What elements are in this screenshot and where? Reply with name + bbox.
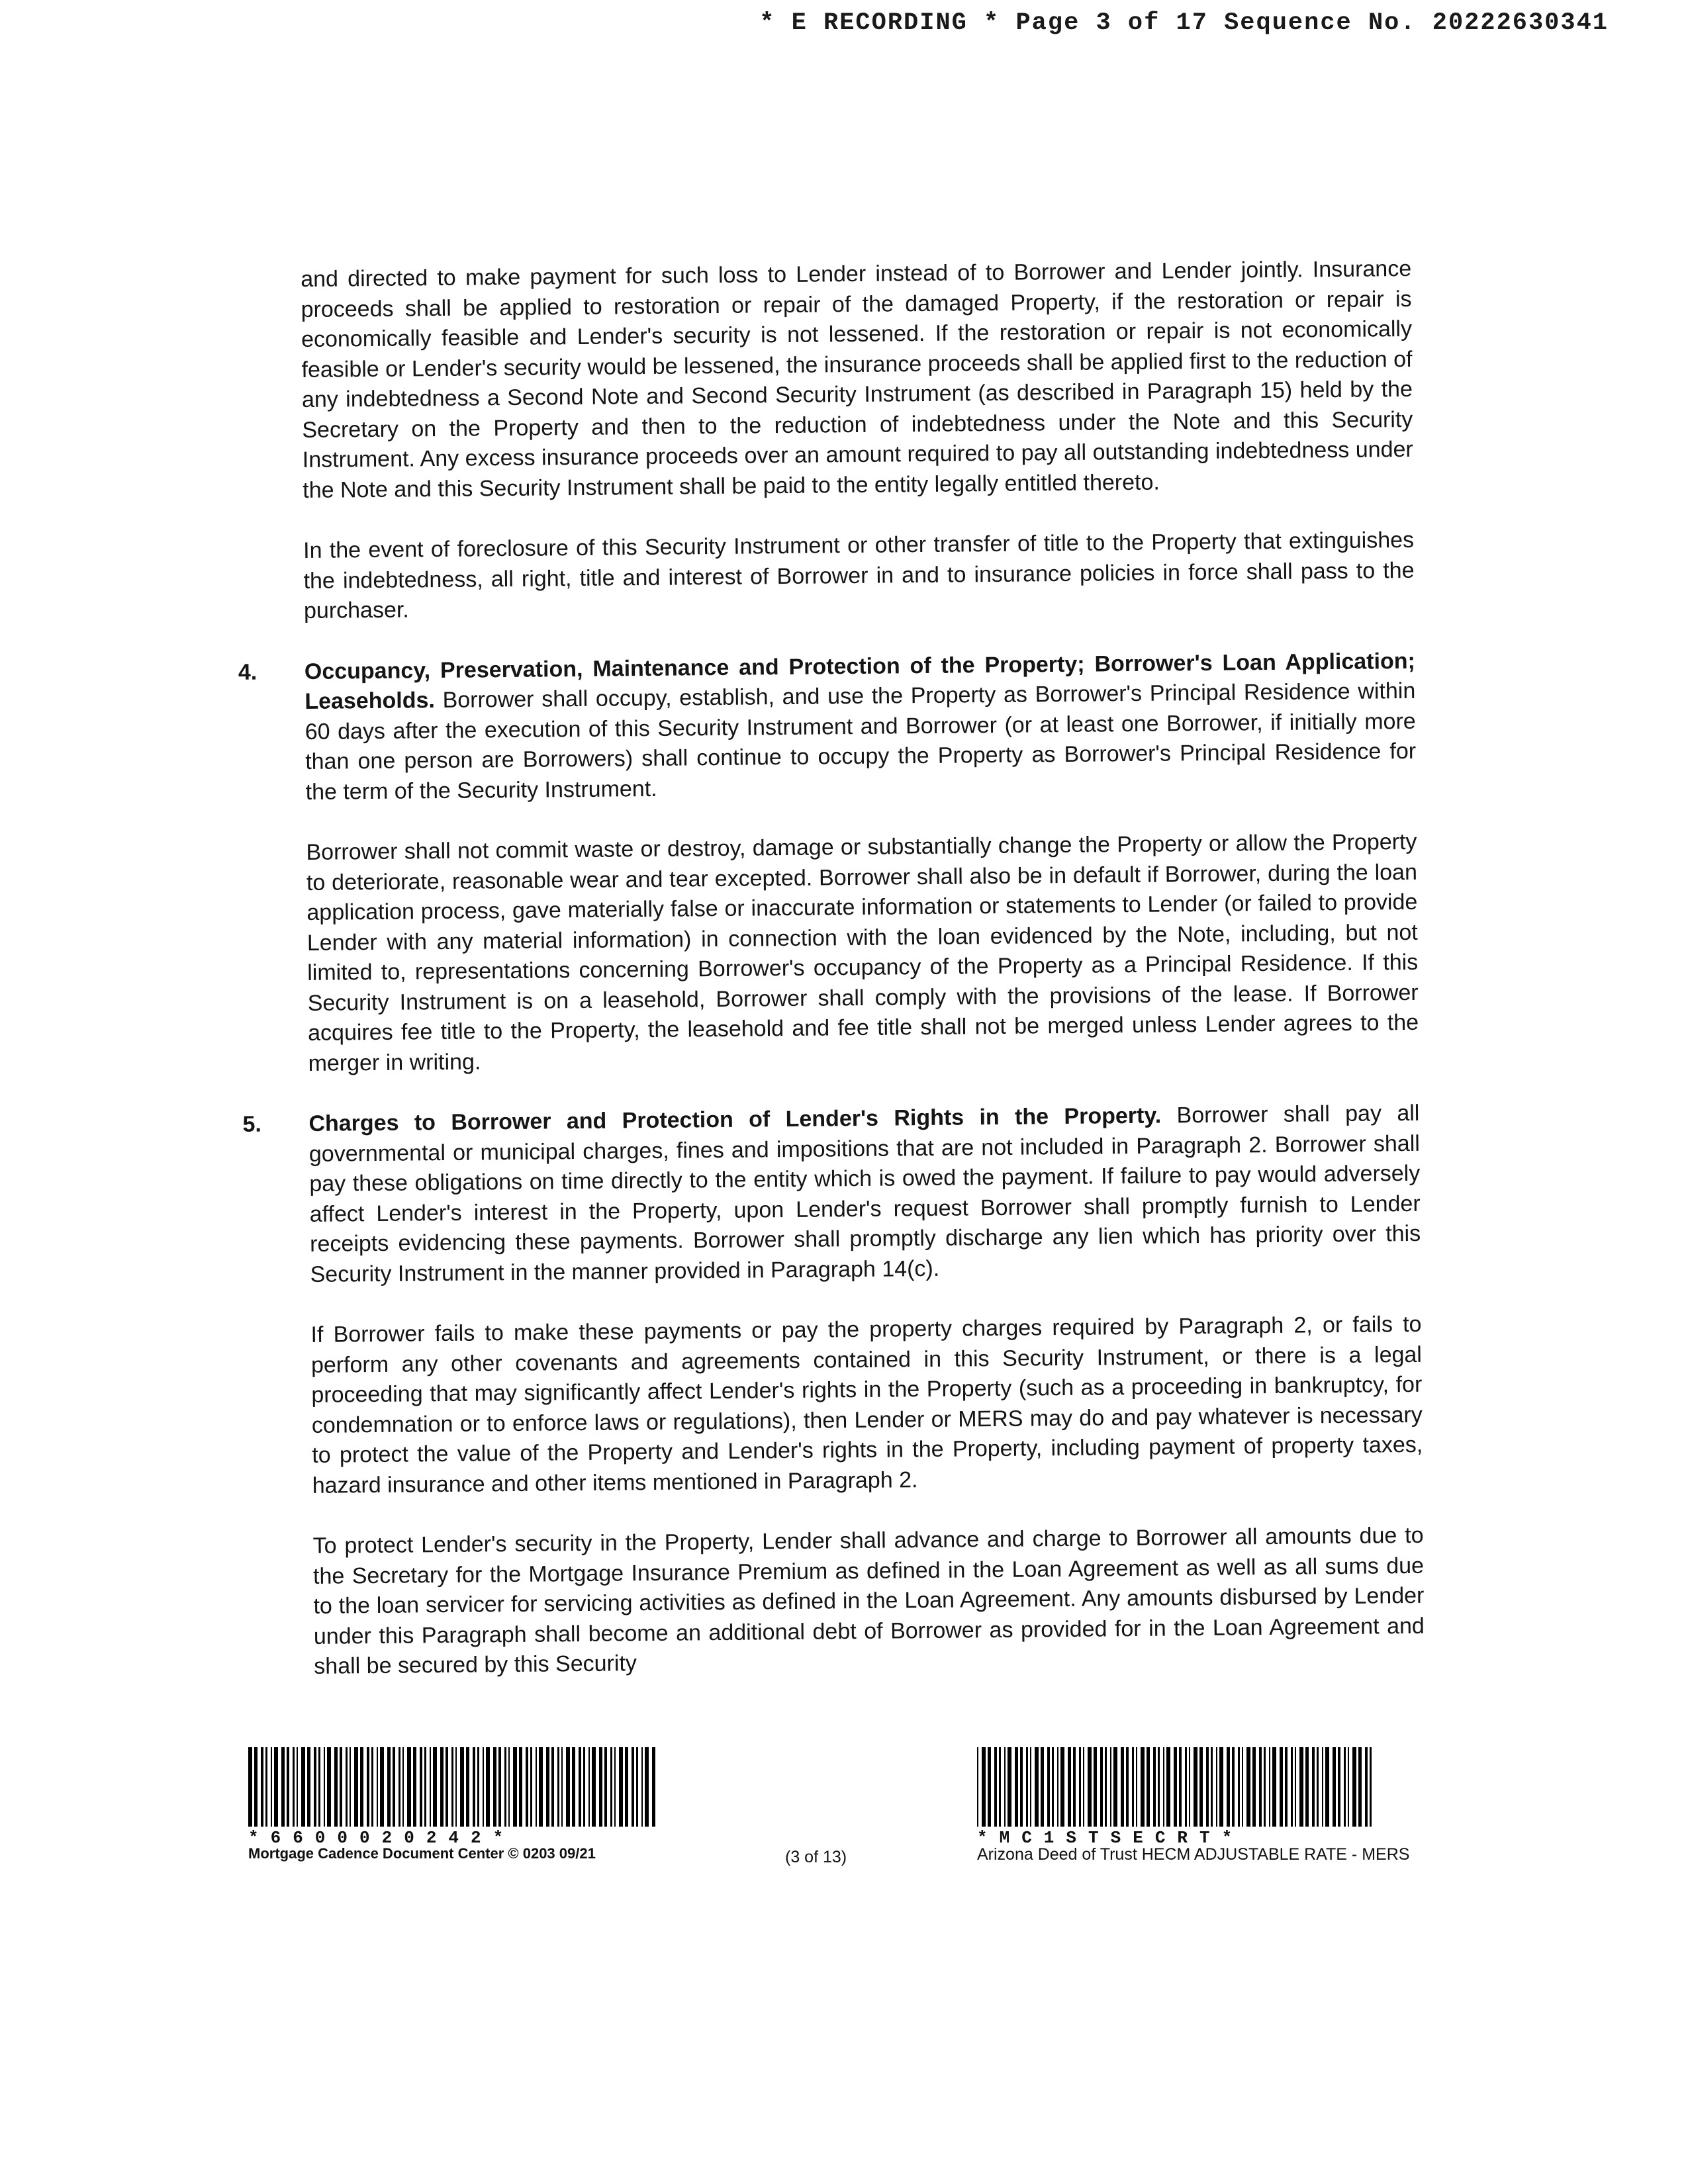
barcode-bar <box>583 1747 585 1827</box>
barcode-bar <box>1238 1747 1240 1827</box>
barcode-bar <box>1199 1747 1203 1827</box>
barcode-bar <box>360 1747 363 1827</box>
page-footer <box>0 1747 1688 1880</box>
barcode-bar <box>1206 1747 1209 1827</box>
section-4-paragraph-2: Borrower shall not commit waste or destroy, damage or substantially change the Property or allow the Property to deteriorate, reasonable wear and tear excepted. Borrower shall also be in default if Borrower, during the loan application process, gave materially false or inaccurate information or statements to Lender (or failed to provide Lender with any material information) in connection with the loan evidenced by the Note, including, but not limited to, representations concerning Borrower's occupancy of the Property as a Principal Residence. If this Security Instrument is on a leasehold, Borrower shall comply with the provisions of the lease. If Borrower acquires fee title to the Property, the leasehold and fee title shall not be merged unless Lender agrees to the merger in writing. <box>306 829 1419 1076</box>
barcode-bar <box>604 1747 607 1827</box>
barcode-bar <box>1216 1747 1217 1827</box>
barcode-bar <box>1285 1747 1288 1827</box>
barcode-bar <box>1047 1747 1050 1827</box>
barcode-bar <box>625 1747 628 1827</box>
barcode-bar <box>393 1747 395 1827</box>
barcode-bar <box>1121 1747 1124 1827</box>
barcode-bar <box>1158 1747 1160 1827</box>
barcode-bar <box>327 1747 331 1827</box>
form-barcode <box>977 1747 1374 1827</box>
barcode-bar <box>1105 1747 1107 1827</box>
barcode-bar <box>1370 1747 1372 1827</box>
barcode-bar <box>445 1747 448 1827</box>
barcode-bar <box>367 1747 369 1827</box>
barcode-bar <box>641 1747 643 1827</box>
barcode-text: *6600020242* <box>248 1828 516 1848</box>
barcode-bar <box>301 1747 305 1827</box>
barcode-bar <box>1030 1747 1031 1827</box>
barcode-bar <box>407 1747 411 1827</box>
barcode-bar <box>318 1747 320 1827</box>
barcode-bar <box>566 1747 570 1827</box>
barcode-bar <box>619 1747 623 1827</box>
section-5 <box>242 1099 1425 1682</box>
barcode-bar <box>1052 1747 1054 1827</box>
barcode-bar <box>1185 1747 1187 1827</box>
barcode-bar <box>1291 1747 1293 1827</box>
barcode-bar <box>546 1747 549 1827</box>
barcode-bar <box>350 1747 351 1827</box>
document-barcode <box>248 1747 659 1827</box>
barcode-bar <box>551 1747 554 1827</box>
barcode-bar <box>460 1747 464 1827</box>
barcode-bar <box>1068 1747 1071 1827</box>
barcode-bar <box>572 1747 575 1827</box>
barcode-bar <box>1194 1747 1197 1827</box>
barcode-bar <box>473 1747 475 1827</box>
section-4 <box>238 646 1419 1079</box>
barcode-bar <box>1153 1747 1156 1827</box>
barcode-bar <box>579 1747 581 1827</box>
barcode-bar <box>1352 1747 1356 1827</box>
barcode-bar <box>1094 1747 1097 1827</box>
section-5-paragraph <box>242 1099 1421 1290</box>
barcode-bar <box>1026 1747 1028 1827</box>
right-barcode-block <box>977 1747 1410 1864</box>
barcode-bar <box>1189 1747 1190 1827</box>
barcode-bar <box>271 1747 272 1827</box>
barcode-bar <box>1211 1747 1213 1827</box>
left-barcode-block <box>248 1747 659 1862</box>
barcode-bar <box>1166 1747 1170 1827</box>
barcode-bar <box>1348 1747 1349 1827</box>
barcode-bar <box>1295 1747 1296 1827</box>
footer-caption-right: Arizona Deed of Trust HECM ADJUSTABLE RATE - MERS <box>977 1845 1410 1864</box>
insurance-paragraph: and directed to make payment for such loss to Lender instead of to Borrower and Lender jointly. Insurance proceeds shall be applied to restoration or repair of the damaged Property, if the restoration or repair is economically feasible and Lender's security is not lessened. If the restoration or repair is not economically feasible or Lender's security would be lessened, the insurance proceeds shall be applied first to the reduction of any indebtedness a Second Note and Second Security Instrument (as described in Paragraph 15) held by the Secretary on the Property and then to the reduction of indebtedness under the Note and this Security Instrument. Any excess insurance proceeds over an amount required to pay all outstanding indebtedness under the Note and this Security Instrument shall be paid to the entity legally entitled thereto. <box>301 255 1413 503</box>
barcode-bar <box>1259 1747 1262 1827</box>
barcode-bar <box>988 1747 991 1827</box>
barcode-bar <box>346 1747 348 1827</box>
barcode-bar <box>1132 1747 1134 1827</box>
section-number: 4. <box>238 659 258 685</box>
barcode-bar <box>1083 1747 1084 1827</box>
barcode-bar <box>387 1747 391 1827</box>
barcode-bar <box>297 1747 298 1827</box>
barcode-bar <box>433 1747 437 1827</box>
document-body <box>238 254 1425 1713</box>
barcode-bar <box>324 1747 325 1827</box>
barcode-bar <box>402 1747 404 1827</box>
barcode-bar <box>599 1747 602 1827</box>
barcode-bar <box>1305 1747 1309 1827</box>
barcode-bar <box>287 1747 289 1827</box>
barcode-bar <box>1333 1747 1336 1827</box>
barcode-bar <box>536 1747 537 1827</box>
barcode-bar <box>307 1747 310 1827</box>
barcode-bar <box>1100 1747 1103 1827</box>
barcode-bar <box>1264 1747 1266 1827</box>
barcode-bar <box>1060 1747 1064 1827</box>
barcode-bar <box>1232 1747 1235 1827</box>
barcode-bar <box>1338 1747 1340 1827</box>
barcode-bar <box>274 1747 278 1827</box>
barcode-bar <box>588 1747 590 1827</box>
barcode-bar <box>1365 1747 1368 1827</box>
barcode-bar <box>1126 1747 1129 1827</box>
barcode-bar <box>1242 1747 1243 1827</box>
barcode-bar <box>1035 1747 1039 1827</box>
barcode-bar <box>451 1747 453 1827</box>
barcode-bar <box>413 1747 416 1827</box>
barcode-bar <box>614 1747 616 1827</box>
barcode-bar <box>636 1747 638 1827</box>
barcode-bar <box>340 1747 342 1827</box>
barcode-text: *MC1STSECRT* <box>977 1828 1244 1848</box>
barcode-bar <box>486 1747 490 1827</box>
barcode-bar <box>1110 1747 1111 1827</box>
barcode-bar <box>399 1747 400 1827</box>
section-5-paragraph-2: If Borrower fails to make these payments or pay the property charges required by Paragraph 2, or fails to perform any other covenants and agreements contained in this Security Instrument, or there is a legal proceeding that may significantly affect Lender's rights in the Property (such as a proceeding in bankruptcy, for condemnation or to enforce laws or regulations), then Lender or MERS may do and pay whatever is necessary to protect the value of the Property and Lender's rights in the Property, including payment of property taxes, hazard insurance and other items mentioned in Paragraph 2. <box>310 1311 1423 1498</box>
barcode-bar <box>977 1747 978 1827</box>
barcode-bar <box>526 1747 528 1827</box>
barcode-bar <box>281 1747 285 1827</box>
barcode-bar <box>377 1747 378 1827</box>
barcode-bar <box>513 1747 517 1827</box>
barcode-bar <box>999 1747 1001 1827</box>
barcode-bar <box>652 1747 655 1827</box>
barcode-bar <box>371 1747 373 1827</box>
foreclosure-paragraph: In the event of foreclosure of this Security Instrument or other transfer of title to the Property that extinguishes the indebtedness, all right, title and interest of Borrower in and to insurance policies in force shall pass to the purchaser. <box>303 527 1415 623</box>
barcode-bar <box>1008 1747 1011 1827</box>
barcode-bar <box>1141 1747 1145 1827</box>
barcode-bar <box>1317 1747 1319 1827</box>
barcode-bar <box>254 1747 258 1827</box>
barcode-bar <box>483 1747 484 1827</box>
barcode-bar <box>1269 1747 1270 1827</box>
barcode-bar <box>493 1747 496 1827</box>
barcode-bar <box>1325 1747 1329 1827</box>
barcode-bar <box>1344 1747 1346 1827</box>
barcode-bar <box>293 1747 295 1827</box>
barcode-bar <box>1179 1747 1182 1827</box>
barcode-bar <box>1057 1747 1058 1827</box>
barcode-bar <box>645 1747 649 1827</box>
barcode-bar <box>334 1747 338 1827</box>
section-text: Borrower shall pay all governmental or municipal charges, fines and impositions that are not included in Paragraph 2. Borrower shall pay these obligations on time directly to the entity which is owed the payment. If failure to pay would adversely affect Lender's interest in the Property, upon Lender's request Borrower shall promptly furnish to Lender receipts evidencing these payments. Borrower shall promptly discharge any lien which has priority over this Security Instrument in the manner provided in Paragraph 14(c). <box>308 1100 1421 1287</box>
barcode-bar <box>1312 1747 1315 1827</box>
barcode-bar <box>1015 1747 1018 1827</box>
barcode-bar <box>1174 1747 1177 1827</box>
barcode-bar <box>610 1747 612 1827</box>
barcode-bar <box>561 1747 563 1827</box>
barcode-bar <box>519 1747 522 1827</box>
barcode-bar <box>1041 1747 1044 1827</box>
barcode-bar <box>1020 1747 1023 1827</box>
section-heading: Occupancy, Preservation, Maintenance and Protection of the Property; Borrower's Loan Application; Leaseholds. <box>304 648 1416 714</box>
barcode-bar <box>994 1747 997 1827</box>
barcode-bar <box>466 1747 469 1827</box>
barcode-bar <box>430 1747 431 1827</box>
barcode-bar <box>1136 1747 1137 1827</box>
barcode-bar <box>508 1747 510 1827</box>
barcode-bar <box>1073 1747 1076 1827</box>
section-4-paragraph <box>238 646 1417 807</box>
barcode-bar <box>477 1747 479 1827</box>
barcode-bar <box>539 1747 543 1827</box>
section-5-paragraph-3: To protect Lender's security in the Property, Lender shall advance and charge to Borrower all amounts due to the Secretary for the Mortgage Insurance Premium as defined in the Loan Agreement as well as all sums due to the loan servicer for servicing activities as defined in the Loan Agreement. Any amounts disbursed by Lender under this Paragraph shall become an additional debt of Borrower as provided for in the Loan Agreement and shall be secured by this Security <box>312 1522 1425 1679</box>
barcode-bar <box>248 1747 252 1827</box>
page-number: (3 of 13) <box>785 1848 847 1866</box>
section-heading: Charges to Borrower and Protection of Lender's Rights in the Property. <box>308 1103 1162 1136</box>
barcode-bar <box>1299 1747 1303 1827</box>
barcode-bar <box>354 1747 358 1827</box>
barcode-bar <box>1113 1747 1117 1827</box>
barcode-bar <box>440 1747 444 1827</box>
footer-caption-left: Mortgage Cadence Document Center © 0203 09/21 <box>248 1845 596 1862</box>
barcode-bar <box>1004 1747 1006 1827</box>
barcode-bar <box>592 1747 596 1827</box>
barcode-bar <box>1079 1747 1081 1827</box>
barcode-bar <box>530 1747 532 1827</box>
barcode-bar <box>1322 1747 1323 1827</box>
barcode-bar <box>1163 1747 1164 1827</box>
barcode-bar <box>1147 1747 1150 1827</box>
barcode-bar <box>380 1747 384 1827</box>
barcode-bar <box>424 1747 426 1827</box>
section-text: Borrower shall occupy, establish, and use the Property as Borrower's Principal Residence within 60 days after the execution of this Security Instrument and Borrower (or at least one Borrower, if initially more than one person are Borrowers) shall continue to occupy the Property as Borrower's Principal Residence for the term of the Security Instrument. <box>305 678 1417 805</box>
recording-header: * E RECORDING * Page 3 of 17 Sequence No. 20222630341 <box>759 9 1609 37</box>
barcode-bar <box>498 1747 501 1827</box>
barcode-bar <box>261 1747 263 1827</box>
barcode-bar <box>1280 1747 1283 1827</box>
section-number: 5. <box>242 1111 262 1137</box>
barcode-bar <box>504 1747 506 1827</box>
barcode-bar <box>1219 1747 1223 1827</box>
barcode-bar <box>265 1747 267 1827</box>
barcode-bar <box>455 1747 457 1827</box>
barcode-bar <box>1252 1747 1256 1827</box>
barcode-bar <box>982 1747 986 1827</box>
barcode-bar <box>314 1747 316 1827</box>
barcode-bar <box>1227 1747 1230 1827</box>
barcode-bar <box>1246 1747 1250 1827</box>
barcode-bar <box>1088 1747 1092 1827</box>
barcode-bar <box>1272 1747 1276 1827</box>
barcode-bar <box>557 1747 559 1827</box>
barcode-bar <box>420 1747 422 1827</box>
barcode-bar <box>1358 1747 1362 1827</box>
barcode-bar <box>632 1747 634 1827</box>
